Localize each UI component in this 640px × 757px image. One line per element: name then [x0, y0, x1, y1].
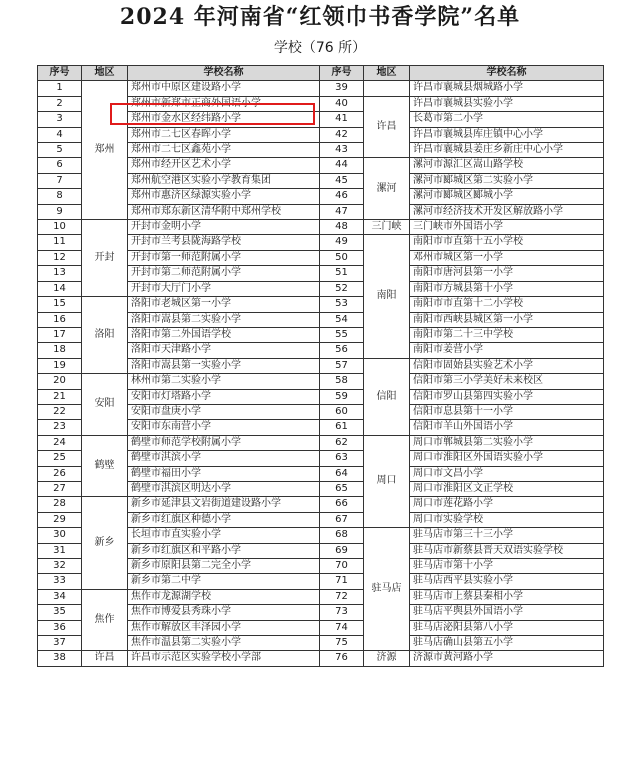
- row-number-right: 46: [320, 189, 364, 204]
- school-name-left: 郑州市郑东新区清华附中郑州学校: [128, 204, 320, 219]
- row-number-right: 51: [320, 266, 364, 281]
- row-number-left: 13: [38, 266, 82, 281]
- row-number-left: 37: [38, 636, 82, 651]
- school-name-right: 信阳市第三小学美好未来校区: [410, 374, 604, 389]
- document-subtitle: 学校（76 所）: [273, 40, 367, 56]
- row-number-left: 18: [38, 343, 82, 358]
- table-row: [38, 81, 604, 96]
- row-number-left: 8: [38, 189, 82, 204]
- school-name-right: 驻马店西平县实验小学: [410, 574, 604, 589]
- row-number-right: 44: [320, 158, 364, 173]
- school-name-left: 洛阳市第二外国语学校: [128, 327, 320, 342]
- table-row: [38, 651, 604, 666]
- school-name-left: 焦作市龙源湖学校: [128, 589, 320, 604]
- school-name-right: 漯河市源汇区嵩山路学校: [410, 158, 604, 173]
- row-number-right: 63: [320, 451, 364, 466]
- row-number-left: 38: [38, 651, 82, 666]
- school-name-right: 三门峡市外国语小学: [410, 220, 604, 235]
- region-cell-right: 南阳: [364, 235, 410, 358]
- row-number-right: 73: [320, 605, 364, 620]
- school-name-right: 长葛市第二小学: [410, 112, 604, 127]
- row-number-right: 64: [320, 466, 364, 481]
- row-number-right: 61: [320, 420, 364, 435]
- header-region-left: 地区: [82, 66, 128, 81]
- school-name-left: 新乡市红旗区和平路小学: [128, 543, 320, 558]
- header-school-left: 学校名称: [128, 66, 320, 81]
- row-number-left: 12: [38, 250, 82, 265]
- region-cell-left: 许昌: [82, 651, 128, 666]
- row-number-left: 9: [38, 204, 82, 219]
- school-name-left: 许昌市示范区实验学校小学部: [128, 651, 320, 666]
- row-number-right: 70: [320, 559, 364, 574]
- region-cell-right: 信阳: [364, 358, 410, 435]
- school-name-right: 南阳市方城县第十小学: [410, 281, 604, 296]
- region-cell-left: 洛阳: [82, 297, 128, 374]
- school-name-left: 郑州市新郑市正商外国语小学: [128, 96, 320, 111]
- school-name-right: 南阳市市直第十二小学校: [410, 297, 604, 312]
- school-name-right: 驻马店市第三十三小学: [410, 528, 604, 543]
- region-cell-left: 鹤壁: [82, 435, 128, 497]
- region-cell-left: 新乡: [82, 497, 128, 589]
- school-name-left: 焦作市博爱县秀珠小学: [128, 605, 320, 620]
- table-header-row: [38, 66, 604, 81]
- row-number-right: 59: [320, 389, 364, 404]
- school-name-right: 南阳市第二十三中学校: [410, 327, 604, 342]
- row-number-right: 69: [320, 543, 364, 558]
- school-name-left: 长垣市市直实验小学: [128, 528, 320, 543]
- row-number-right: 67: [320, 512, 364, 527]
- school-name-left: 开封市金明小学: [128, 220, 320, 235]
- school-name-right: 许昌市襄城县姜庄乡新庄中心小学: [410, 143, 604, 158]
- school-name-right: 周口市淮阳区外国语实验小学: [410, 451, 604, 466]
- school-name-right: 驻马店确山县第五小学: [410, 636, 604, 651]
- school-name-right: 驻马店泌阳县第八小学: [410, 620, 604, 635]
- row-number-right: 50: [320, 250, 364, 265]
- region-cell-left: 开封: [82, 220, 128, 297]
- school-name-right: 许昌市襄城县实验小学: [410, 96, 604, 111]
- highlight-box: [110, 103, 315, 125]
- school-name-left: 新乡市原阳县第二完全小学: [128, 559, 320, 574]
- row-number-left: 15: [38, 297, 82, 312]
- table-row: [38, 374, 604, 389]
- school-name-left: 开封市兰考县陇海路学校: [128, 235, 320, 250]
- school-name-left: 郑州市二七区春晖小学: [128, 127, 320, 142]
- header-no-left: 序号: [38, 66, 82, 81]
- row-number-left: 21: [38, 389, 82, 404]
- row-number-left: 26: [38, 466, 82, 481]
- school-list-table: [37, 65, 604, 667]
- row-number-right: 71: [320, 574, 364, 589]
- school-name-right: 信阳市罗山县第四实验小学: [410, 389, 604, 404]
- school-name-right: 邓州市城区第一小学: [410, 250, 604, 265]
- school-name-right: 许昌市襄城县库庄镇中心小学: [410, 127, 604, 142]
- school-name-right: 南阳市姜营小学: [410, 343, 604, 358]
- school-name-left: 鹤壁市淇滨小学: [128, 451, 320, 466]
- school-name-left: 新乡市第二中学: [128, 574, 320, 589]
- table-row: [38, 435, 604, 450]
- school-name-right: 周口市文昌小学: [410, 466, 604, 481]
- school-name-right: 周口市郸城县第二实验小学: [410, 435, 604, 450]
- row-number-left: 33: [38, 574, 82, 589]
- school-name-left: 安阳市盘庚小学: [128, 404, 320, 419]
- row-number-left: 29: [38, 512, 82, 527]
- row-number-right: 72: [320, 589, 364, 604]
- row-number-left: 14: [38, 281, 82, 296]
- row-number-right: 53: [320, 297, 364, 312]
- row-number-right: 41: [320, 112, 364, 127]
- school-name-left: 开封市大厅门小学: [128, 281, 320, 296]
- school-name-right: 济源市黄河路小学: [410, 651, 604, 666]
- school-name-left: 焦作市解放区丰泽园小学: [128, 620, 320, 635]
- school-name-left: 郑州航空港区实验小学教育集团: [128, 173, 320, 188]
- school-name-right: 驻马店市上蔡县秦相小学: [410, 589, 604, 604]
- school-name-right: 驻马店市第十小学: [410, 559, 604, 574]
- row-number-left: 17: [38, 327, 82, 342]
- row-number-left: 31: [38, 543, 82, 558]
- school-name-right: 驻马店平舆县外国语小学: [410, 605, 604, 620]
- document-title: 2024 年河南省“红领巾书香学院”名单: [119, 4, 521, 30]
- row-number-left: 2: [38, 96, 82, 111]
- region-cell-right: [364, 81, 410, 96]
- school-name-right: 漯河市郾城区郾城小学: [410, 189, 604, 204]
- school-name-left: 安阳市灯塔路小学: [128, 389, 320, 404]
- table-row: [38, 497, 604, 512]
- row-number-left: 4: [38, 127, 82, 142]
- region-cell-right: 许昌: [364, 96, 410, 158]
- school-name-left: 洛阳市天津路小学: [128, 343, 320, 358]
- row-number-right: 60: [320, 404, 364, 419]
- row-number-left: 27: [38, 481, 82, 496]
- row-number-left: 24: [38, 435, 82, 450]
- row-number-left: 6: [38, 158, 82, 173]
- row-number-left: 1: [38, 81, 82, 96]
- school-name-left: 郑州市惠济区绿源实验小学: [128, 189, 320, 204]
- row-number-left: 19: [38, 358, 82, 373]
- row-number-right: 66: [320, 497, 364, 512]
- row-number-left: 10: [38, 220, 82, 235]
- school-name-left: 郑州市金水区经纬路小学: [128, 112, 320, 127]
- row-number-right: 75: [320, 636, 364, 651]
- region-cell-left: 焦作: [82, 589, 128, 651]
- school-name-right: 信阳市息县第十一小学: [410, 404, 604, 419]
- school-name-right: 南阳市唐河县第一小学: [410, 266, 604, 281]
- row-number-left: 30: [38, 528, 82, 543]
- row-number-left: 5: [38, 143, 82, 158]
- row-number-left: 16: [38, 312, 82, 327]
- row-number-left: 22: [38, 404, 82, 419]
- row-number-left: 11: [38, 235, 82, 250]
- row-number-right: 76: [320, 651, 364, 666]
- row-number-right: 65: [320, 481, 364, 496]
- school-name-right: 信阳市固始县实验艺术小学: [410, 358, 604, 373]
- school-name-left: 洛阳市老城区第一小学: [128, 297, 320, 312]
- school-name-right: 周口市莲花路小学: [410, 497, 604, 512]
- school-name-left: 开封市第二师范附属小学: [128, 266, 320, 281]
- school-name-left: 洛阳市嵩县第一实验小学: [128, 358, 320, 373]
- school-name-left: 新乡市红旗区种德小学: [128, 512, 320, 527]
- row-number-left: 23: [38, 420, 82, 435]
- row-number-right: 40: [320, 96, 364, 111]
- school-name-right: 漯河市郾城区第二实验小学: [410, 173, 604, 188]
- header-school-right: 学校名称: [410, 66, 604, 81]
- row-number-right: 47: [320, 204, 364, 219]
- row-number-left: 36: [38, 620, 82, 635]
- row-number-right: 54: [320, 312, 364, 327]
- row-number-right: 45: [320, 173, 364, 188]
- row-number-right: 43: [320, 143, 364, 158]
- row-number-left: 3: [38, 112, 82, 127]
- school-name-left: 鹤壁市福田小学: [128, 466, 320, 481]
- row-number-left: 34: [38, 589, 82, 604]
- row-number-right: 42: [320, 127, 364, 142]
- school-name-left: 鹤壁市师范学校附属小学: [128, 435, 320, 450]
- region-cell-right: 三门峡: [364, 220, 410, 235]
- row-number-right: 55: [320, 327, 364, 342]
- row-number-left: 7: [38, 173, 82, 188]
- row-number-right: 49: [320, 235, 364, 250]
- school-name-right: 周口市淮阳区文正学校: [410, 481, 604, 496]
- table-row: [38, 297, 604, 312]
- school-name-right: 周口市实验学校: [410, 512, 604, 527]
- region-cell-right: 周口: [364, 435, 410, 527]
- school-name-left: 新乡市延津县文岩街道建设路小学: [128, 497, 320, 512]
- row-number-left: 20: [38, 374, 82, 389]
- school-name-right: 漯河市经济技术开发区解放路小学: [410, 204, 604, 219]
- row-number-right: 48: [320, 220, 364, 235]
- header-no-right: 序号: [320, 66, 364, 81]
- school-name-left: 林州市第二实验小学: [128, 374, 320, 389]
- row-number-right: 74: [320, 620, 364, 635]
- row-number-right: 56: [320, 343, 364, 358]
- row-number-left: 28: [38, 497, 82, 512]
- region-cell-left: 郑州: [82, 81, 128, 220]
- row-number-right: 52: [320, 281, 364, 296]
- school-name-left: 郑州市二七区鑫苑小学: [128, 143, 320, 158]
- school-name-left: 开封市第一师范附属小学: [128, 250, 320, 265]
- table-row: [38, 220, 604, 235]
- row-number-left: 35: [38, 605, 82, 620]
- row-number-left: 25: [38, 451, 82, 466]
- school-name-right: 许昌市襄城县烟城路小学: [410, 81, 604, 96]
- school-name-left: 郑州市经开区艺术小学: [128, 158, 320, 173]
- school-name-right: 南阳市市直第十五小学校: [410, 235, 604, 250]
- table-row: [38, 589, 604, 604]
- region-cell-right: 漯河: [364, 158, 410, 220]
- school-name-left: 郑州市中原区建设路小学: [128, 81, 320, 96]
- school-name-left: 洛阳市嵩县第二实验小学: [128, 312, 320, 327]
- row-number-right: 57: [320, 358, 364, 373]
- row-number-right: 58: [320, 374, 364, 389]
- header-region-right: 地区: [364, 66, 410, 81]
- region-cell-right: 济源: [364, 651, 410, 666]
- row-number-left: 32: [38, 559, 82, 574]
- row-number-right: 39: [320, 81, 364, 96]
- region-cell-left: 安阳: [82, 374, 128, 436]
- school-name-right: 信阳市羊山外国语小学: [410, 420, 604, 435]
- school-name-left: 安阳市东南营小学: [128, 420, 320, 435]
- school-name-right: 驻马店市新蔡县晋天双语实验学校: [410, 543, 604, 558]
- region-cell-right: 驻马店: [364, 528, 410, 651]
- school-name-left: 焦作市温县第二实验小学: [128, 636, 320, 651]
- row-number-right: 62: [320, 435, 364, 450]
- school-name-right: 南阳市西峡县城区第一小学: [410, 312, 604, 327]
- school-name-left: 鹤壁市淇滨区明达小学: [128, 481, 320, 496]
- row-number-right: 68: [320, 528, 364, 543]
